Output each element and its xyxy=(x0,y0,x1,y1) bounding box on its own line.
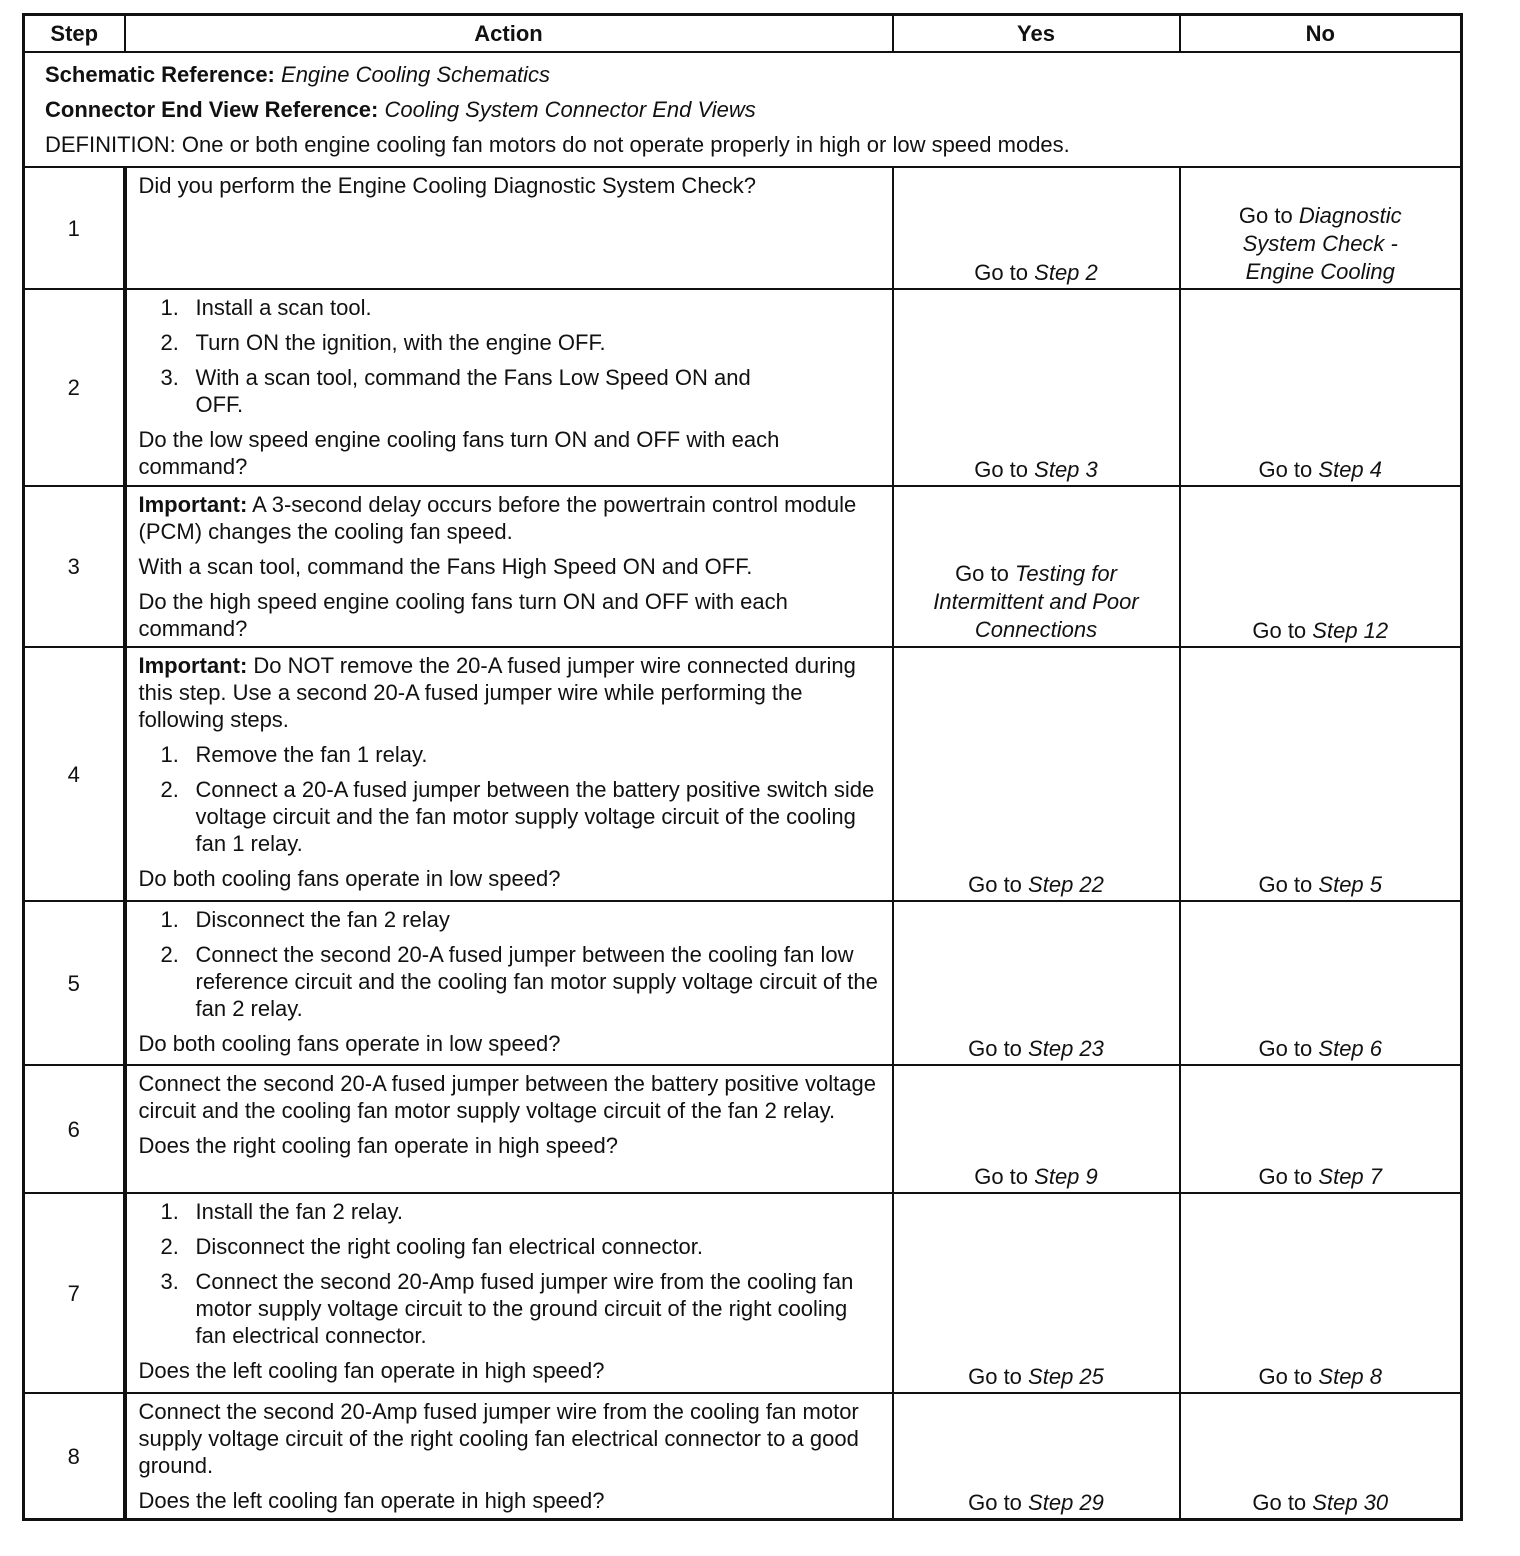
yes-link[interactable]: Step 22 xyxy=(1028,872,1104,897)
important-note: Important: A 3-second delay occurs before the powertrain control module (PCM) changes the cooling fan speed. xyxy=(138,492,857,544)
no-cell: Go to Diagnostic System Check - Engine Cooling xyxy=(1180,167,1462,289)
instruction-list xyxy=(139,741,880,857)
step-number: 6 xyxy=(24,1065,125,1193)
action-cell xyxy=(125,1065,893,1193)
no-link[interactable]: Step 30 xyxy=(1312,1490,1389,1515)
yes-link[interactable]: Step 29 xyxy=(1028,1490,1104,1515)
yes-cell: Go to Step 9 xyxy=(893,1065,1180,1193)
no-cell: Go to Step 5 xyxy=(1180,647,1462,901)
list-item: 2. Disconnect the right cooling fan electrical connector. xyxy=(160,1234,704,1259)
yes-cell: Go to Step 23 xyxy=(893,901,1180,1065)
action-cell xyxy=(125,289,893,486)
yes-link[interactable]: Step 2 xyxy=(1034,260,1098,285)
step-row-2 xyxy=(24,289,1462,486)
action-cell xyxy=(125,647,893,901)
list-item: 1. Disconnect the fan 2 relay xyxy=(160,907,450,932)
step-number: 5 xyxy=(24,901,125,1065)
list-item: 2. Connect the second 20-A fused jumper between the cooling fan low reference circuit and the cooling fan motor supply voltage circuit of the fan 2 relay. xyxy=(160,942,878,1021)
yes-link[interactable]: Step 25 xyxy=(1028,1364,1104,1389)
question: Does the right cooling fan operate in high speed? xyxy=(138,1133,618,1158)
list-item: 2. Connect a 20-A fused jumper between the battery positive switch side voltage circuit and the fan motor supply voltage circuit of the cooling fan 1 relay. xyxy=(160,777,875,856)
no-link[interactable]: Step 5 xyxy=(1318,872,1383,897)
yes-cell: Go to Step 25 xyxy=(893,1193,1180,1393)
step-number: 8 xyxy=(24,1393,125,1520)
action-cell xyxy=(125,1193,893,1393)
action-cell xyxy=(125,167,893,289)
yes-cell: Go to Step 3 xyxy=(893,289,1180,486)
step-row-3 xyxy=(24,486,1462,647)
yes-link[interactable]: Testing for xyxy=(1015,561,1117,586)
no-link[interactable]: Step 8 xyxy=(1318,1364,1383,1389)
step-row-8 xyxy=(24,1393,1462,1520)
question: Do the low speed engine cooling fans turn ON and OFF with each command? xyxy=(138,427,780,479)
important-note: Important: Do NOT remove the 20-A fused jumper wire connected during this step. Use a second 20-A fused jumper wire while performing the following steps. xyxy=(138,653,856,732)
no-link[interactable]: Step 6 xyxy=(1318,1036,1383,1061)
yes-link[interactable]: Step 9 xyxy=(1034,1164,1098,1189)
list-item: 2. Turn ON the ignition, with the engine OFF. xyxy=(160,330,606,355)
question: Does the left cooling fan operate in high speed? xyxy=(138,1358,605,1383)
instruction-list xyxy=(139,294,880,418)
step-number: 4 xyxy=(24,647,125,901)
question: Do the high speed engine cooling fans turn ON and OFF with each command? xyxy=(138,589,788,641)
list-item: 1. Remove the fan 1 relay. xyxy=(160,742,428,767)
connector-reference-link[interactable]: Cooling System Connector End Views xyxy=(384,97,756,122)
question: Did you perform the Engine Cooling Diagnostic System Check? xyxy=(138,173,757,198)
header-yes: Yes xyxy=(893,15,1180,53)
schematic-reference: Schematic Reference: Engine Cooling Schematics xyxy=(45,62,551,87)
reference-cell xyxy=(24,52,1462,167)
list-item: 3. With a scan tool, command the Fans Low Speed ON and OFF. xyxy=(160,365,751,417)
no-link[interactable]: Step 7 xyxy=(1318,1164,1383,1189)
no-cell: Go to Step 6 xyxy=(1180,901,1462,1065)
question: Do both cooling fans operate in low speed? xyxy=(138,866,561,891)
diagnostic-table xyxy=(22,13,1463,1521)
header-step: Step xyxy=(24,15,125,53)
yes-cell: Go to Step 29 xyxy=(893,1393,1180,1520)
action-cell xyxy=(125,901,893,1065)
instruction: With a scan tool, command the Fans High Speed ON and OFF. xyxy=(138,554,753,579)
step-row-1 xyxy=(24,167,1462,289)
yes-link[interactable]: Step 23 xyxy=(1028,1036,1104,1061)
step-row-4 xyxy=(24,647,1462,901)
step-row-5 xyxy=(24,901,1462,1065)
action-cell xyxy=(125,486,893,647)
step-row-6 xyxy=(24,1065,1462,1193)
no-cell: Go to Step 4 xyxy=(1180,289,1462,486)
definition: DEFINITION: One or both engine cooling fan motors do not operate properly in high or low speed modes. xyxy=(45,132,1070,157)
header-action: Action xyxy=(125,15,893,53)
question: Does the left cooling fan operate in high speed? xyxy=(138,1488,605,1513)
yes-link[interactable]: Step 3 xyxy=(1034,457,1098,482)
step-row-7 xyxy=(24,1193,1462,1393)
no-link[interactable]: Diagnostic xyxy=(1298,203,1402,228)
step-number: 1 xyxy=(24,167,125,289)
list-item: 1. Install the fan 2 relay. xyxy=(160,1199,403,1224)
no-link[interactable]: Step 12 xyxy=(1312,618,1389,643)
step-number: 7 xyxy=(24,1193,125,1393)
instruction: Connect the second 20-Amp fused jumper wire from the cooling fan motor supply voltage circuit of the right cooling fan electrical connector to a good ground. xyxy=(138,1399,859,1478)
no-link[interactable]: Step 4 xyxy=(1318,457,1383,482)
step-number: 3 xyxy=(24,486,125,647)
no-cell: Go to Step 7 xyxy=(1180,1065,1462,1193)
instruction: Connect the second 20-A fused jumper between the battery positive voltage circuit and the cooling fan motor supply voltage circuit of the fan 2 relay. xyxy=(138,1071,876,1123)
list-item: 1. Install a scan tool. xyxy=(160,295,372,320)
yes-cell: Go to Step 2 xyxy=(893,167,1180,289)
step-number: 2 xyxy=(24,289,125,486)
header-no: No xyxy=(1180,15,1462,53)
no-cell: Go to Step 30 xyxy=(1180,1393,1462,1520)
question: Do both cooling fans operate in low speed? xyxy=(138,1031,561,1056)
reference-row xyxy=(24,52,1462,167)
action-cell xyxy=(125,1393,893,1520)
connector-reference: Connector End View Reference: Cooling System Connector End Views xyxy=(45,97,756,122)
schematic-reference-link[interactable]: Engine Cooling Schematics xyxy=(281,62,551,87)
yes-cell: Go to Step 22 xyxy=(893,647,1180,901)
header-row xyxy=(24,15,1462,53)
list-item: 3. Connect the second 20-Amp fused jumper wire from the cooling fan motor supply voltage circuit to the ground circuit of the right cooling fan electrical connector. xyxy=(160,1269,854,1348)
no-cell: Go to Step 8 xyxy=(1180,1193,1462,1393)
no-cell: Go to Step 12 xyxy=(1180,486,1462,647)
yes-cell: Go to Testing for Intermittent and Poor Connections xyxy=(893,486,1180,647)
instruction-list xyxy=(139,906,880,1022)
instruction-list xyxy=(139,1198,880,1349)
